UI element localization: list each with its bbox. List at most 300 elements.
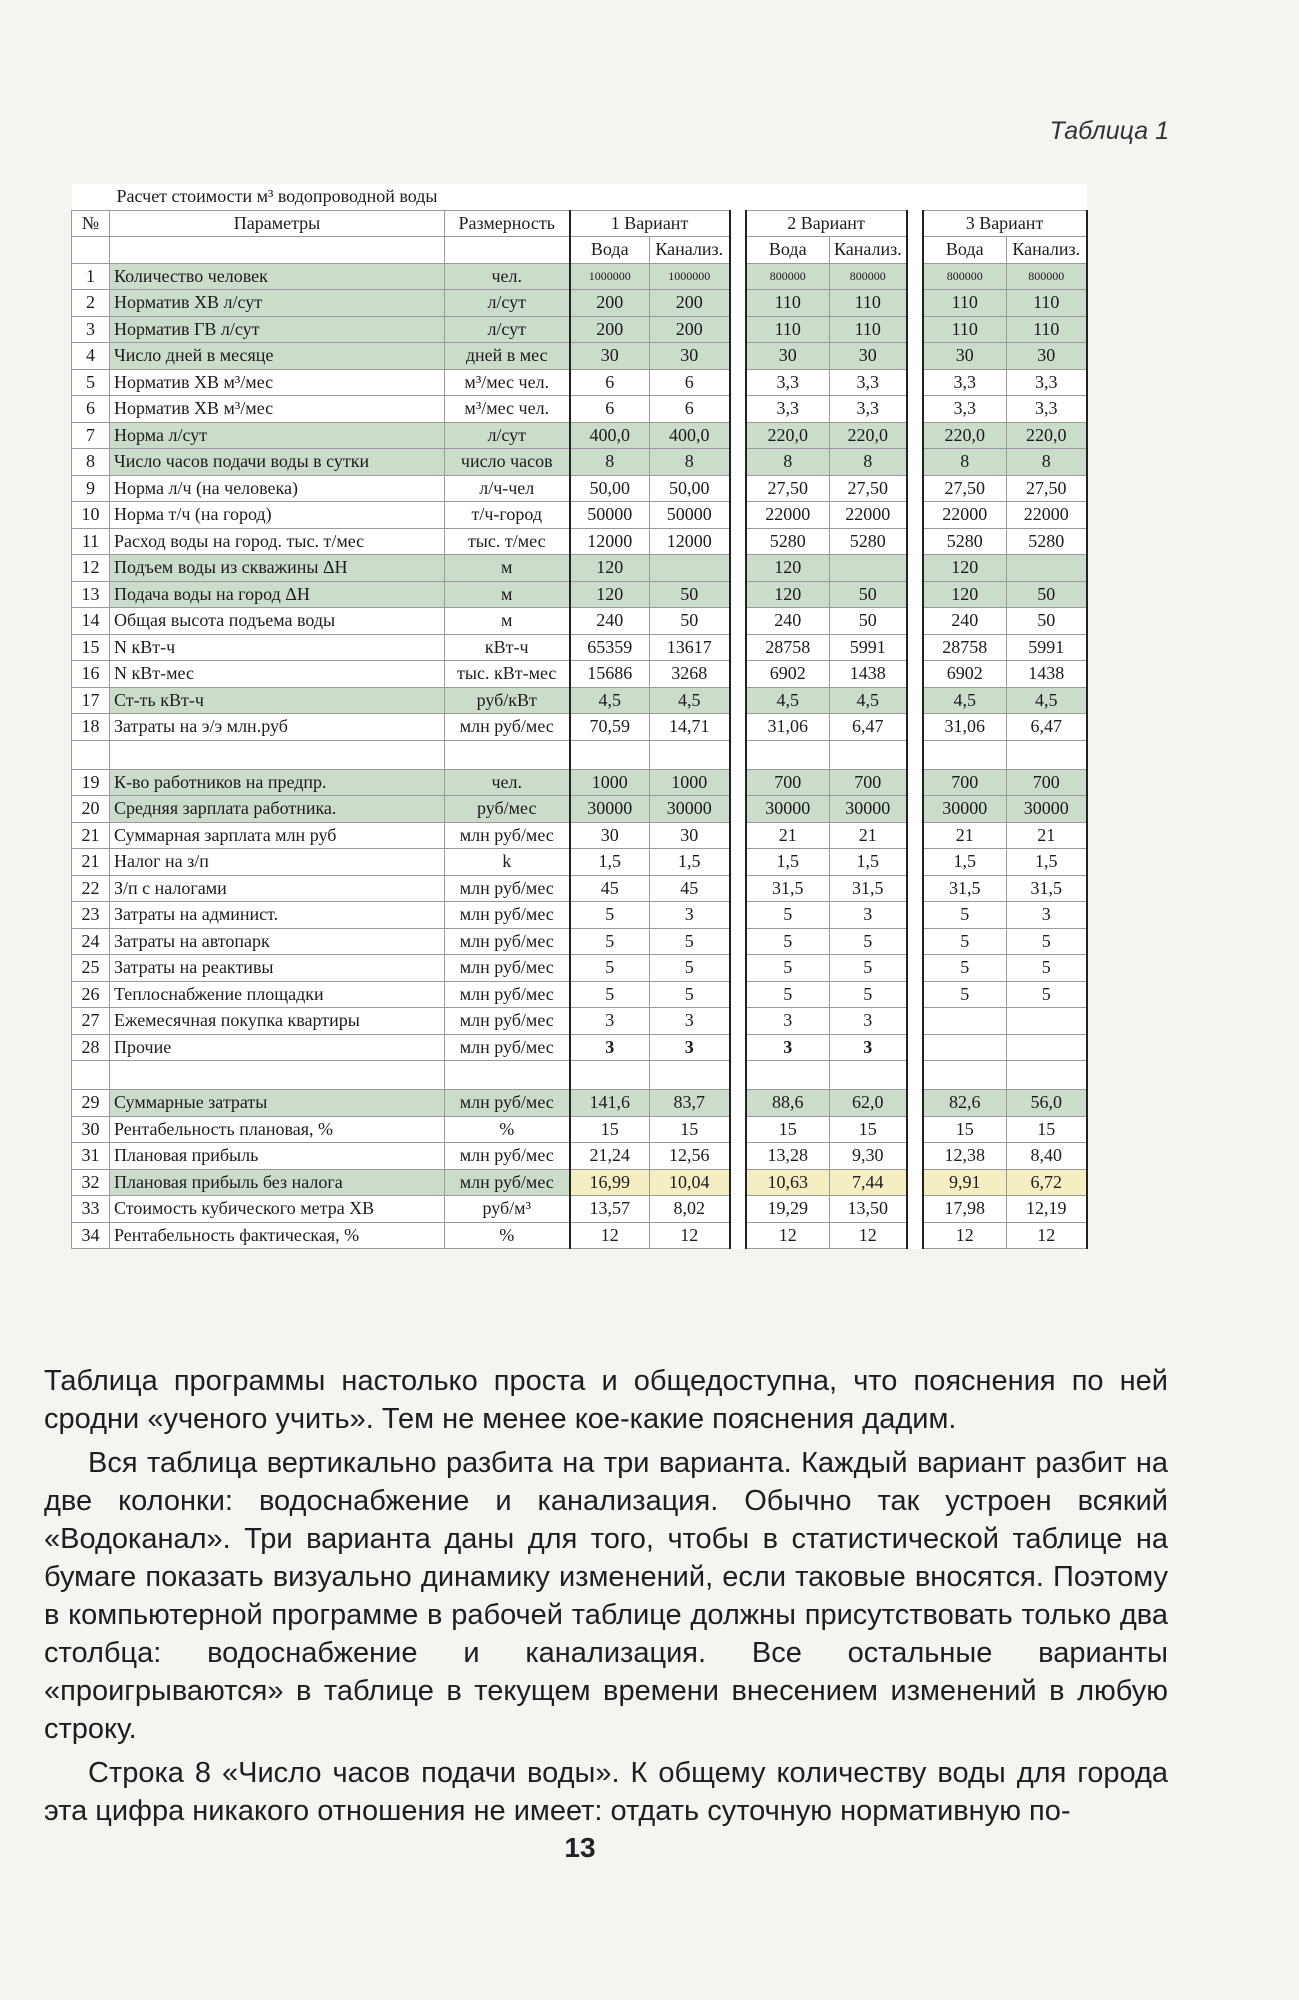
row-number: 27 — [72, 1008, 110, 1035]
row-value: 15 — [570, 1116, 650, 1143]
row-value: 17,98 — [923, 1196, 1007, 1223]
table-row — [72, 290, 1087, 317]
variant-gap — [730, 981, 746, 1008]
row-value: 6 — [650, 369, 730, 396]
row-parameter: Норматив ХВ м³/мес — [110, 396, 445, 423]
spacer-cell — [907, 740, 923, 769]
row-unit: м — [445, 555, 570, 582]
row-value: 1000000 — [650, 263, 730, 290]
row-value: 120 — [746, 555, 830, 582]
row-value: 1000000 — [570, 263, 650, 290]
variant-gap — [907, 555, 923, 582]
variant-gap — [907, 422, 923, 449]
variant-gap — [907, 608, 923, 635]
row-value: 3 — [830, 902, 907, 929]
variant-gap — [907, 316, 923, 343]
spacer-cell — [907, 1061, 923, 1090]
row-value: 5 — [650, 955, 730, 982]
row-value: 220,0 — [923, 422, 1007, 449]
row-value: 14,71 — [650, 714, 730, 741]
table-row — [72, 955, 1087, 982]
row-value: 5991 — [1007, 634, 1087, 661]
row-value: 30 — [830, 343, 907, 370]
row-value: 27,50 — [923, 475, 1007, 502]
table-row — [72, 1034, 1087, 1061]
header-variant-2: 2 Вариант — [746, 210, 907, 237]
variant-gap — [730, 769, 746, 796]
row-value: 50 — [1007, 608, 1087, 635]
variant-gap — [730, 290, 746, 317]
variant-gap — [907, 1143, 923, 1170]
row-number: 34 — [72, 1222, 110, 1249]
row-value: 1,5 — [923, 849, 1007, 876]
row-value: 800000 — [746, 263, 830, 290]
row-value: 5 — [1007, 928, 1087, 955]
row-value: 30000 — [650, 796, 730, 823]
row-parameter: Затраты на автопарк — [110, 928, 445, 955]
spacer-cell — [570, 1061, 650, 1090]
row-value: 4,5 — [830, 687, 907, 714]
row-value: 15 — [650, 1116, 730, 1143]
row-value: 5 — [1007, 981, 1087, 1008]
row-value: 3,3 — [1007, 396, 1087, 423]
row-value: 6902 — [746, 661, 830, 688]
row-unit: млн руб/мес — [445, 1143, 570, 1170]
row-value: 4,5 — [923, 687, 1007, 714]
row-value: 28758 — [923, 634, 1007, 661]
row-number: 12 — [72, 555, 110, 582]
row-value: 5991 — [830, 634, 907, 661]
variant-gap — [730, 1090, 746, 1117]
row-value: 62,0 — [830, 1090, 907, 1117]
row-value: 30 — [1007, 343, 1087, 370]
row-parameter: Норматив ХВ л/сут — [110, 290, 445, 317]
row-value: 31,5 — [1007, 875, 1087, 902]
row-value: 1000 — [650, 769, 730, 796]
row-value: 6902 — [923, 661, 1007, 688]
variant-gap — [907, 875, 923, 902]
row-number: 30 — [72, 1116, 110, 1143]
row-value: 120 — [570, 581, 650, 608]
row-value — [1007, 1034, 1087, 1061]
row-unit: млн руб/мес — [445, 822, 570, 849]
row-parameter: З/п с налогами — [110, 875, 445, 902]
row-parameter: Затраты на реактивы — [110, 955, 445, 982]
row-value: 3268 — [650, 661, 730, 688]
row-value: 200 — [570, 290, 650, 317]
row-parameter: Плановая прибыль без налога — [110, 1169, 445, 1196]
row-value: 3,3 — [830, 369, 907, 396]
table-row — [72, 822, 1087, 849]
row-value: 30 — [923, 343, 1007, 370]
row-value: 50 — [830, 608, 907, 635]
row-value: 65359 — [570, 634, 650, 661]
row-parameter: Подача воды на город ΔН — [110, 581, 445, 608]
row-value: 30000 — [570, 796, 650, 823]
variant-gap — [907, 955, 923, 982]
row-value: 3,3 — [1007, 369, 1087, 396]
header-variant-1: 1 Вариант — [570, 210, 730, 237]
row-unit: k — [445, 849, 570, 876]
row-value: 6,72 — [1007, 1169, 1087, 1196]
row-unit: руб/мес — [445, 796, 570, 823]
paragraph: Вся таблица вертикально разбита на три варианта. Каждый вариант разбит на две колонки: водоснабжение и канализация. Обычно так устроен всякий «Водоканал». Три варианта даны для того, чтобы в статистической таблице на бумаге показать визуально динамику изменений, если таковые вносятся. Поэтому в компьютерной программе в рабочей таблице должны присутствовать только два столбца: водоснабжение и канализация. Все остальные варианты «проигрываются» в таблице в текущем времени внесением изменений в любую строку. — [44, 1447, 1168, 1745]
row-number: 23 — [72, 902, 110, 929]
variant-gap — [730, 849, 746, 876]
row-value: 6,47 — [830, 714, 907, 741]
variant-gap — [730, 928, 746, 955]
row-value: 3 — [570, 1034, 650, 1061]
row-unit: млн руб/мес — [445, 981, 570, 1008]
row-value: 3,3 — [746, 396, 830, 423]
row-value: 50 — [650, 608, 730, 635]
row-number: 26 — [72, 981, 110, 1008]
table-row — [72, 1116, 1087, 1143]
row-value: 12000 — [650, 528, 730, 555]
table-row — [72, 1143, 1087, 1170]
row-value: 15 — [1007, 1116, 1087, 1143]
variant-gap — [730, 422, 746, 449]
spacer-cell — [830, 1061, 907, 1090]
row-value: 19,29 — [746, 1196, 830, 1223]
row-number: 1 — [72, 263, 110, 290]
variant-gap — [730, 955, 746, 982]
variant-gap — [907, 634, 923, 661]
row-value — [1007, 1008, 1087, 1035]
row-value: 13,50 — [830, 1196, 907, 1223]
table-row — [72, 1169, 1087, 1196]
row-parameter: Норма л/ч (на человека) — [110, 475, 445, 502]
spacer-row — [72, 1061, 1087, 1090]
table-row — [72, 902, 1087, 929]
row-value: 15686 — [570, 661, 650, 688]
row-number: 20 — [72, 796, 110, 823]
row-value: 120 — [923, 581, 1007, 608]
row-unit: млн руб/мес — [445, 1034, 570, 1061]
variant-gap — [730, 369, 746, 396]
row-value: 6,47 — [1007, 714, 1087, 741]
row-value: 200 — [650, 316, 730, 343]
row-parameter: Общая высота подъема воды — [110, 608, 445, 635]
row-parameter: Число дней в месяце — [110, 343, 445, 370]
row-unit: млн руб/мес — [445, 875, 570, 902]
row-number: 21 — [72, 822, 110, 849]
row-value: 1000 — [570, 769, 650, 796]
variant-gap — [907, 1008, 923, 1035]
row-number: 10 — [72, 502, 110, 529]
variant-gap — [907, 928, 923, 955]
row-value: 5 — [746, 928, 830, 955]
row-value: 8 — [1007, 449, 1087, 476]
row-value: 6 — [570, 369, 650, 396]
row-value: 8 — [746, 449, 830, 476]
row-value: 5 — [830, 955, 907, 982]
variant-gap — [730, 1008, 746, 1035]
table-title: Расчет стоимости м³ водопроводной воды — [110, 184, 445, 210]
spacer-cell — [72, 1061, 110, 1090]
row-value: 1,5 — [570, 849, 650, 876]
row-value: 200 — [650, 290, 730, 317]
row-value: 50 — [650, 581, 730, 608]
row-unit: млн руб/мес — [445, 714, 570, 741]
row-parameter: N кВт-ч — [110, 634, 445, 661]
row-value: 4,5 — [650, 687, 730, 714]
row-value: 15 — [746, 1116, 830, 1143]
row-value: 1438 — [830, 661, 907, 688]
variant-gap — [730, 581, 746, 608]
row-value — [923, 1034, 1007, 1061]
row-value: 12 — [923, 1222, 1007, 1249]
table-row — [72, 1090, 1087, 1117]
row-value: 31,5 — [923, 875, 1007, 902]
row-value: 5 — [570, 955, 650, 982]
row-number: 3 — [72, 316, 110, 343]
row-parameter: Суммарная зарплата млн руб — [110, 822, 445, 849]
row-value: 6 — [650, 396, 730, 423]
row-value: 50 — [1007, 581, 1087, 608]
row-value: 30 — [746, 343, 830, 370]
row-value: 21,24 — [570, 1143, 650, 1170]
row-unit: руб/кВт — [445, 687, 570, 714]
row-value: 3,3 — [923, 369, 1007, 396]
variant-gap — [907, 1222, 923, 1249]
row-value: 5280 — [1007, 528, 1087, 555]
row-value: 400,0 — [570, 422, 650, 449]
header-water-1: Вода — [570, 237, 650, 264]
header-water-2: Вода — [746, 237, 830, 264]
table-row — [72, 796, 1087, 823]
spacer-row — [72, 740, 1087, 769]
row-number: 5 — [72, 369, 110, 396]
variant-gap — [907, 1169, 923, 1196]
row-value: 12,38 — [923, 1143, 1007, 1170]
table-row — [72, 316, 1087, 343]
row-value: 5 — [746, 902, 830, 929]
row-value: 8 — [570, 449, 650, 476]
row-value: 4,5 — [570, 687, 650, 714]
row-value: 1438 — [1007, 661, 1087, 688]
row-value: 30 — [570, 343, 650, 370]
row-value: 3 — [570, 1008, 650, 1035]
row-value: 5280 — [923, 528, 1007, 555]
row-value: 5 — [923, 981, 1007, 1008]
row-number: 14 — [72, 608, 110, 635]
row-number: 8 — [72, 449, 110, 476]
row-value: 8 — [650, 449, 730, 476]
row-value: 88,6 — [746, 1090, 830, 1117]
row-unit: млн руб/мес — [445, 955, 570, 982]
row-unit: млн руб/мес — [445, 928, 570, 955]
row-value: 6 — [570, 396, 650, 423]
row-value: 141,6 — [570, 1090, 650, 1117]
row-value: 110 — [1007, 290, 1087, 317]
row-parameter: Суммарные затраты — [110, 1090, 445, 1117]
table-row — [72, 422, 1087, 449]
row-value: 800000 — [1007, 263, 1087, 290]
table-caption: Таблица 1 — [1049, 117, 1169, 145]
page-number: 13 — [564, 1832, 596, 1863]
row-value: 3,3 — [923, 396, 1007, 423]
row-value: 30 — [570, 822, 650, 849]
row-value: 30 — [650, 343, 730, 370]
spacer-cell — [650, 740, 730, 769]
table-row — [72, 928, 1087, 955]
row-unit: млн руб/мес — [445, 902, 570, 929]
header-sewer-3: Канализ. — [1007, 237, 1087, 264]
row-value: 3 — [830, 1034, 907, 1061]
row-value: 7,44 — [830, 1169, 907, 1196]
row-parameter: Рентабельность плановая, % — [110, 1116, 445, 1143]
row-number: 32 — [72, 1169, 110, 1196]
row-value: 31,5 — [746, 875, 830, 902]
row-value: 12,19 — [1007, 1196, 1087, 1223]
row-unit: тыс. кВт-мес — [445, 661, 570, 688]
row-value: 3 — [650, 1034, 730, 1061]
row-value: 27,50 — [830, 475, 907, 502]
row-value: 5 — [570, 928, 650, 955]
row-value: 82,6 — [923, 1090, 1007, 1117]
row-value: 3,3 — [746, 369, 830, 396]
row-parameter: Средняя зарплата работника. — [110, 796, 445, 823]
row-number: 15 — [72, 634, 110, 661]
row-value — [830, 555, 907, 582]
table-row — [72, 769, 1087, 796]
row-number: 18 — [72, 714, 110, 741]
table-row — [72, 528, 1087, 555]
variant-gap — [730, 528, 746, 555]
variant-gap — [907, 475, 923, 502]
row-value: 9,30 — [830, 1143, 907, 1170]
row-value: 3 — [830, 1008, 907, 1035]
row-number: 4 — [72, 343, 110, 370]
row-unit: число часов — [445, 449, 570, 476]
table-row — [72, 263, 1087, 290]
row-value: 700 — [746, 769, 830, 796]
row-value: 10,04 — [650, 1169, 730, 1196]
row-value: 220,0 — [746, 422, 830, 449]
row-value: 50 — [830, 581, 907, 608]
row-value: 120 — [746, 581, 830, 608]
water-cost-table — [71, 184, 1088, 1249]
row-value: 700 — [923, 769, 1007, 796]
table-row — [72, 875, 1087, 902]
variant-gap — [730, 714, 746, 741]
row-value: 8,40 — [1007, 1143, 1087, 1170]
spacer-cell — [746, 1061, 830, 1090]
row-value: 110 — [923, 290, 1007, 317]
row-parameter: Теплоснабжение площадки — [110, 981, 445, 1008]
row-value: 400,0 — [650, 422, 730, 449]
variant-gap — [730, 475, 746, 502]
variant-gap — [907, 1116, 923, 1143]
row-value: 15 — [923, 1116, 1007, 1143]
row-value: 28758 — [746, 634, 830, 661]
row-number: 21 — [72, 849, 110, 876]
row-unit: кВт-ч — [445, 634, 570, 661]
row-number: 17 — [72, 687, 110, 714]
row-value: 21 — [923, 822, 1007, 849]
variant-gap — [907, 822, 923, 849]
table-row — [72, 475, 1087, 502]
variant-gap — [730, 263, 746, 290]
row-value: 5 — [650, 981, 730, 1008]
row-value: 5 — [746, 955, 830, 982]
row-value: 21 — [1007, 822, 1087, 849]
row-value: 31,5 — [830, 875, 907, 902]
variant-gap — [730, 343, 746, 370]
row-number: 7 — [72, 422, 110, 449]
row-value: 3 — [650, 902, 730, 929]
variant-gap — [907, 263, 923, 290]
variant-gap — [907, 902, 923, 929]
variant-gap — [730, 902, 746, 929]
row-value: 3 — [746, 1034, 830, 1061]
spacer-cell — [445, 740, 570, 769]
header-water-3: Вода — [923, 237, 1007, 264]
row-value: 240 — [923, 608, 1007, 635]
row-unit: млн руб/мес — [445, 1008, 570, 1035]
row-value: 50000 — [650, 502, 730, 529]
row-parameter: Плановая прибыль — [110, 1143, 445, 1170]
table-row — [72, 714, 1087, 741]
row-value: 13,57 — [570, 1196, 650, 1223]
table-row — [72, 981, 1087, 1008]
header-num: № — [72, 210, 110, 237]
row-value: 22000 — [746, 502, 830, 529]
row-value: 1,5 — [830, 849, 907, 876]
spacer-cell — [830, 740, 907, 769]
row-parameter: Налог на з/п — [110, 849, 445, 876]
row-number: 11 — [72, 528, 110, 555]
spacer-cell — [570, 740, 650, 769]
row-value: 120 — [923, 555, 1007, 582]
spacer-cell — [730, 1061, 746, 1090]
row-value: 12 — [746, 1222, 830, 1249]
variant-gap — [730, 396, 746, 423]
row-number: 16 — [72, 661, 110, 688]
row-unit: л/сут — [445, 316, 570, 343]
row-value: 1,5 — [650, 849, 730, 876]
row-value: 45 — [650, 875, 730, 902]
row-value: 3 — [650, 1008, 730, 1035]
row-value: 5 — [570, 902, 650, 929]
variant-gap — [730, 875, 746, 902]
row-value: 50000 — [570, 502, 650, 529]
row-value: 110 — [923, 316, 1007, 343]
row-value — [923, 1008, 1007, 1035]
spacer-cell — [445, 1061, 570, 1090]
table-row — [72, 369, 1087, 396]
row-value: 3 — [1007, 902, 1087, 929]
row-value: 8 — [830, 449, 907, 476]
row-number: 13 — [72, 581, 110, 608]
row-value — [1007, 555, 1087, 582]
table-row — [72, 1222, 1087, 1249]
variant-gap — [907, 1034, 923, 1061]
variant-gap — [730, 555, 746, 582]
variant-gap — [730, 796, 746, 823]
variant-gap — [730, 1169, 746, 1196]
variant-gap — [730, 316, 746, 343]
spacer-cell — [923, 1061, 1007, 1090]
table-row — [72, 608, 1087, 635]
row-number: 2 — [72, 290, 110, 317]
row-unit: л/сут — [445, 290, 570, 317]
variant-gap — [907, 502, 923, 529]
row-parameter: Количество человек — [110, 263, 445, 290]
table-row — [72, 1196, 1087, 1223]
row-value: 700 — [1007, 769, 1087, 796]
